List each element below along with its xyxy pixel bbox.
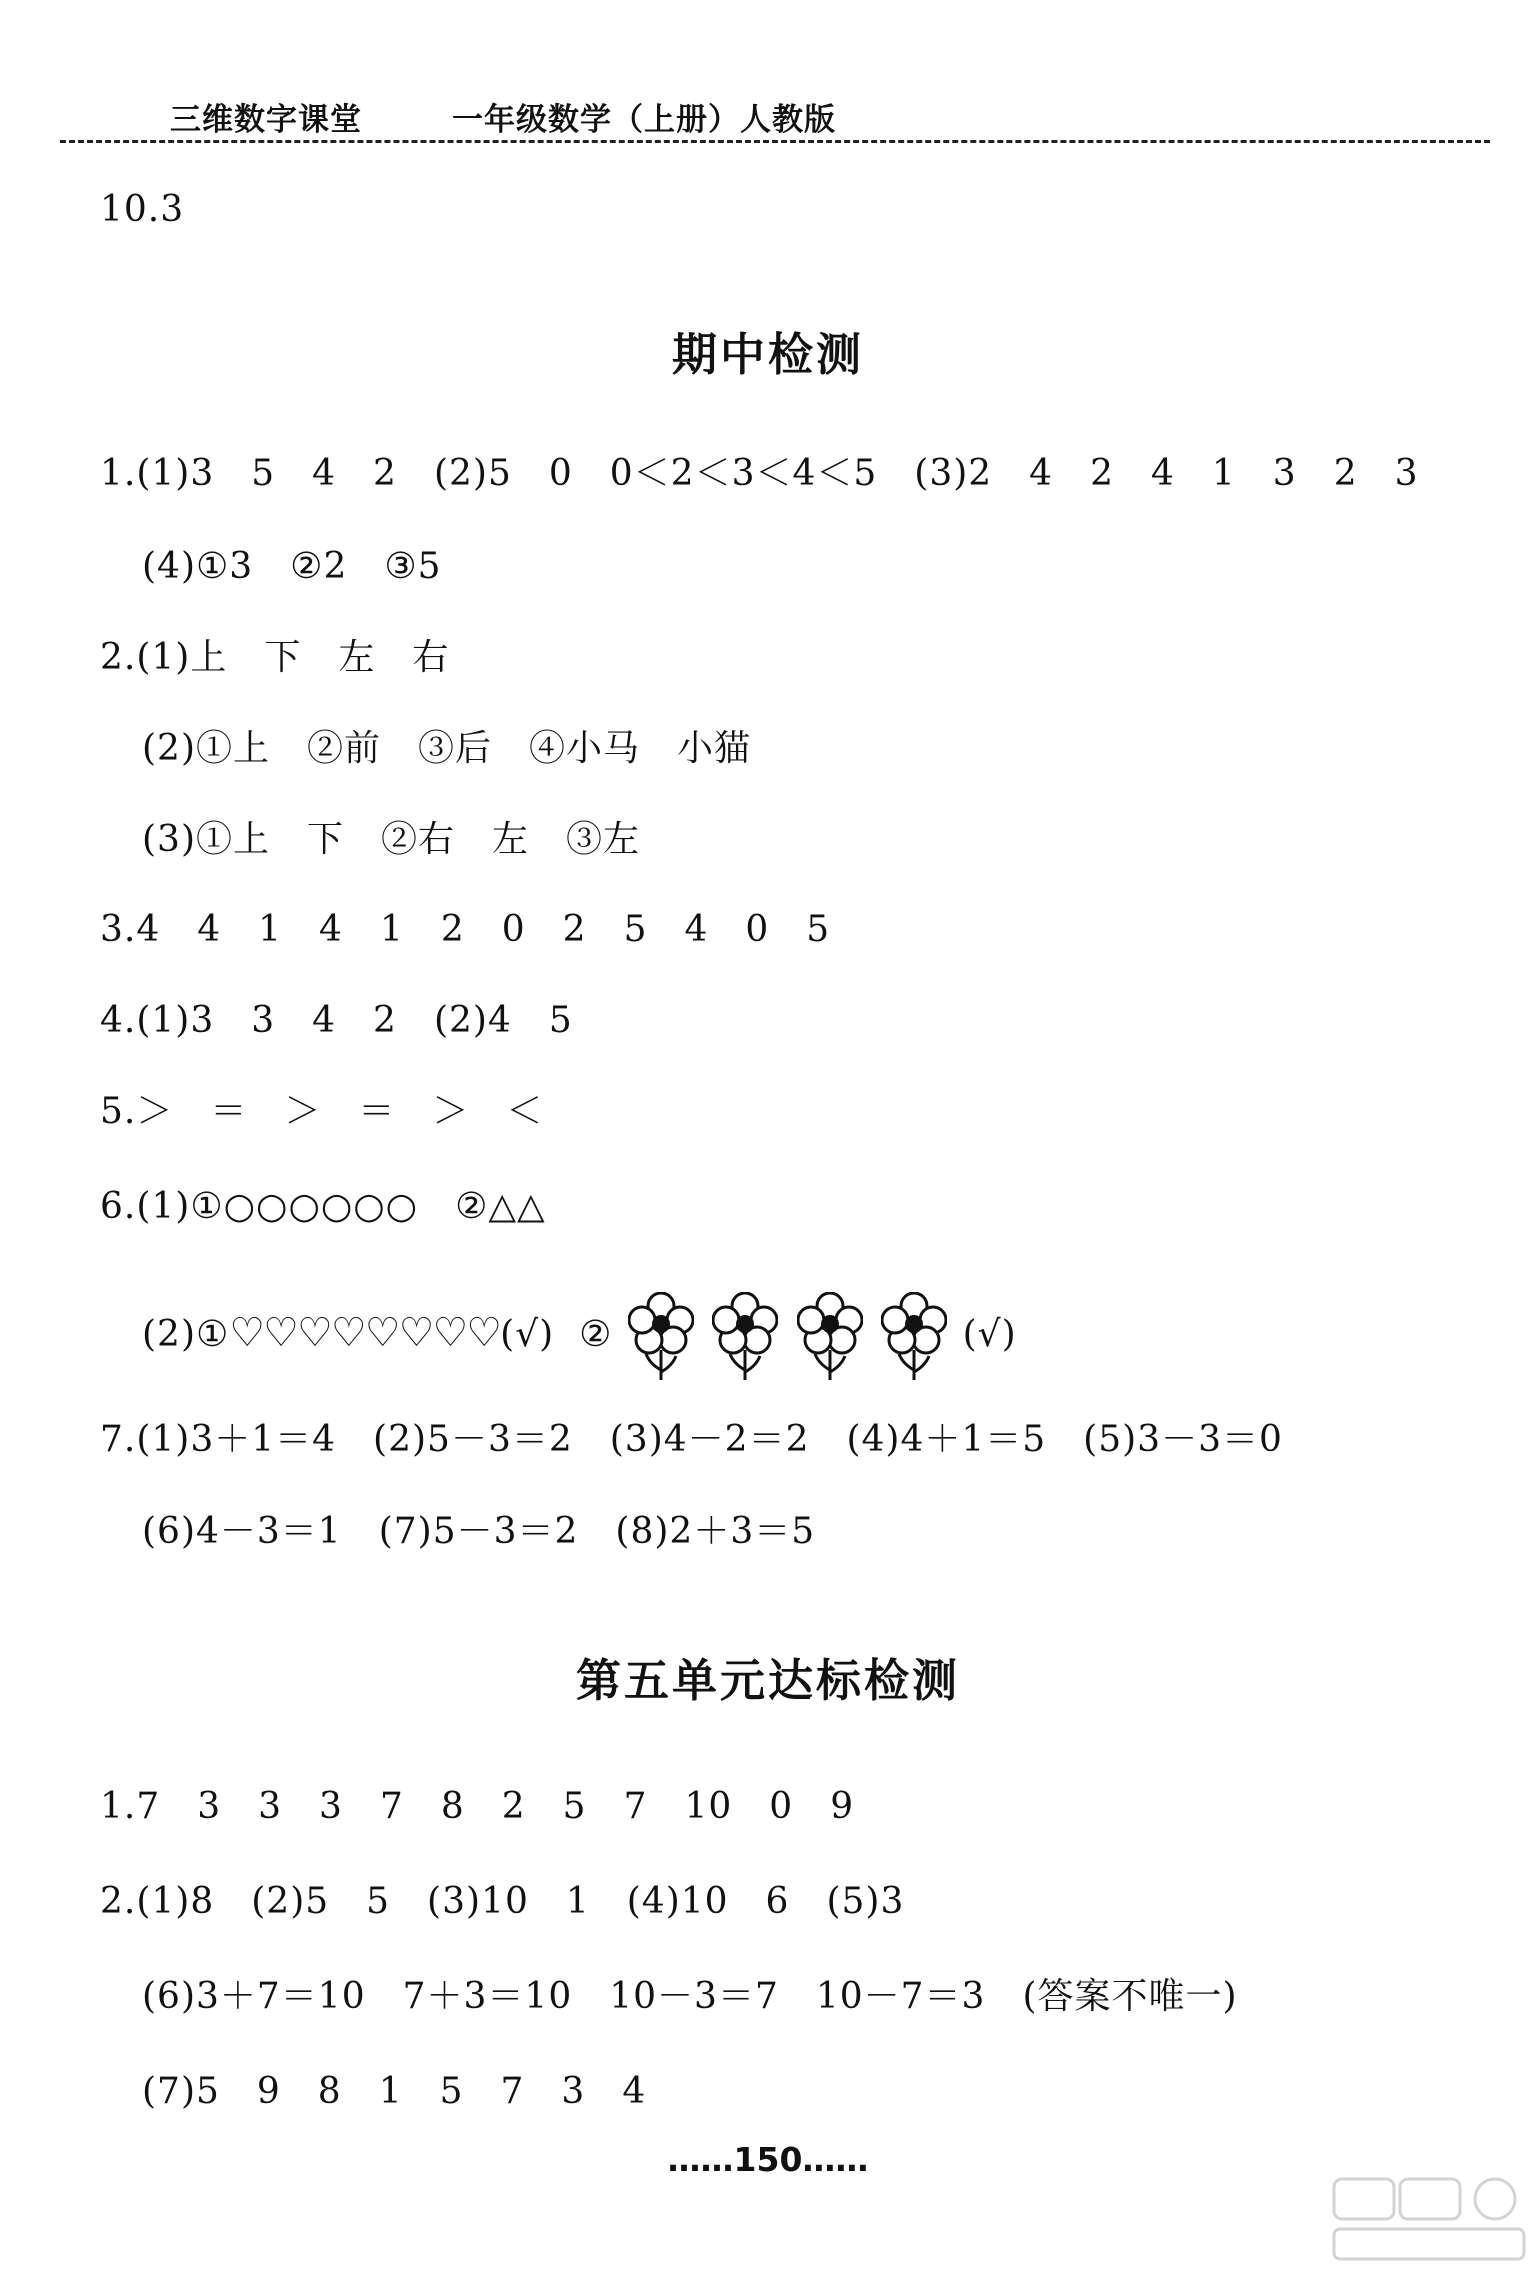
page-header — [60, 88, 1490, 148]
header-brand: 三维数字课堂 — [170, 102, 362, 138]
page-number: ……150…… — [667, 2140, 869, 2179]
answer-line: (4)①3 ②2 ③5 — [142, 546, 442, 587]
answer-line: 6.(1)①○○○○○○ ②△△ — [100, 1186, 546, 1227]
answer-line: 4.(1)3 3 4 2 (2)4 5 — [100, 1000, 573, 1041]
answer-line-q6-2 — [142, 1292, 1017, 1382]
q6-2-check-2: (√) — [962, 1314, 1017, 1355]
flower-icon — [797, 1292, 863, 1382]
answer-line: (3)①上 下 ②右 左 ③左 — [142, 819, 640, 860]
flower-icon — [628, 1292, 694, 1382]
answer-line: 10.3 — [100, 189, 185, 230]
q6-2-check-1: (√) — [500, 1314, 555, 1355]
header-divider — [60, 140, 1490, 143]
answer-line: (6)3＋7＝10 7＋3＝10 10－3＝7 10－7＝3 (答案不唯一) — [142, 1976, 1238, 2017]
answer-line: 1.7 3 3 3 7 8 2 5 7 10 0 9 — [100, 1786, 855, 1827]
heart-icon: ♡♡♡♡♡♡♡♡ — [229, 1310, 501, 1356]
flower-icon — [712, 1292, 778, 1382]
answer-line: 1.(1)3 5 4 2 (2)5 0 0＜2＜3＜4＜5 (3)2 4 2 4 1 3 2 3 — [100, 453, 1419, 494]
q6-2-mid: ② — [579, 1314, 613, 1355]
answer-line: 7.(1)3＋1＝4 (2)5－3＝2 (3)4－2＝2 (4)4＋1＝5 (5)3－3＝0 — [100, 1419, 1283, 1460]
answer-line: (7)5 9 8 1 5 7 3 4 — [142, 2071, 647, 2112]
answer-line: 2.(1)上 下 左 右 — [100, 637, 450, 678]
answer-line: (2)①上 ②前 ③后 ④小马 小猫 — [142, 728, 751, 769]
flower-icon — [881, 1292, 947, 1382]
watermark-logo — [1330, 2175, 1530, 2265]
q6-2-prefix: (2)① — [142, 1314, 230, 1355]
section-title-unit5: 第五单元达标检测 — [575, 1654, 960, 1707]
answer-line: 3.4 4 1 4 1 2 0 2 5 4 0 5 — [100, 909, 831, 950]
header-book-title: 一年级数学（上册）人教版 — [452, 102, 836, 138]
answer-line: (6)4－3＝1 (7)5－3＝2 (8)2＋3＝5 — [142, 1511, 816, 1552]
flower-group — [625, 1292, 950, 1382]
answer-line: 2.(1)8 (2)5 5 (3)10 1 (4)10 6 (5)3 — [100, 1881, 905, 1922]
section-title-midterm: 期中检测 — [671, 328, 864, 381]
answer-line: 5.＞ ＝ ＞ ＝ ＞ ＜ — [100, 1091, 544, 1132]
